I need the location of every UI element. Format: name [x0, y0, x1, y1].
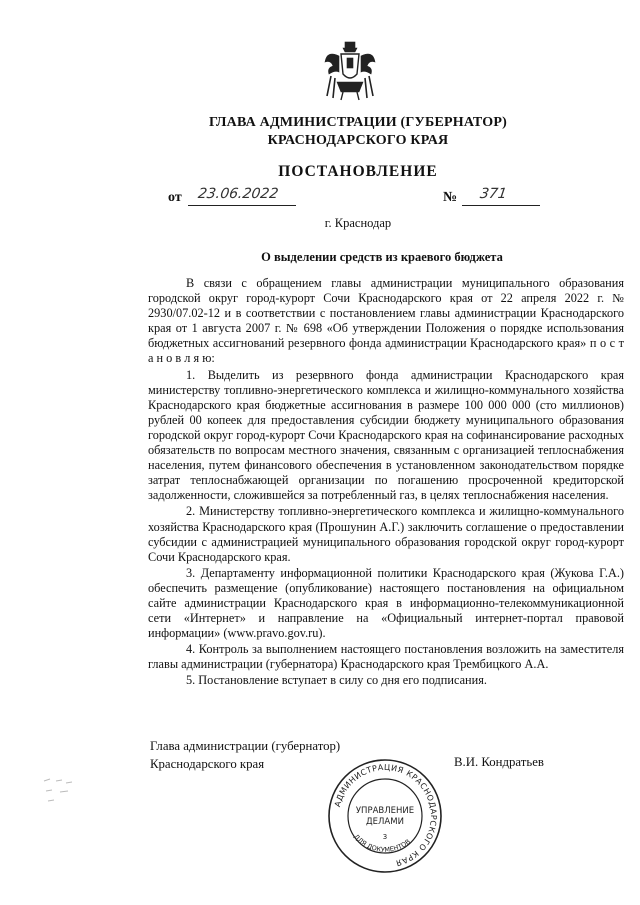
organization-title-line1: ГЛАВА АДМИНИСТРАЦИИ (ГУБЕРНАТОР) — [209, 115, 507, 130]
stamp-number: 3 — [382, 833, 388, 841]
signatory-name: В.И. Кондратьев — [454, 755, 544, 769]
signatory-title-line2: Краснодарского края — [150, 757, 265, 771]
paragraph-item-3: 3. Департаменту информационной политики Краснодарского края (Жукова Г.А.) обеспечить размещение (опубликование) настоящего постановления на официальном сайте администрации Краснодарского края в информационно-телекоммуникационной сети «Интернет» и направление на «Официальный интернет-портал правовой информации» (www.pravo.gov.ru). — [148, 565, 624, 641]
paragraph-item-1: 1. Выделить из резервного фонда администрации Краснодарского края министерству топливно-энергетического комплекса и жилищно-коммунального хозяйства Краснодарского края бюджетные ассигнования в размере 100 000 000 (сто миллионов) рублей 00 копеек для предоставления субсидии бюджету муниципального образования городской округ город-курорт Сочи Краснодарского края на софинансирование расходных обязательств по вопросам местного значения, связанным с организацией теплоснабжения населения, путем финансового обеспечения в установленном законодательством порядке затрат теплоснабжающей организации по погашению просроченной кредиторской задолженности, сложившейся за потребленный газ, в целях теплоснабжения населения. — [148, 367, 624, 503]
margin-mark — [40, 775, 78, 805]
paragraph-preamble: В связи с обращением главы администрации муниципального образования городской округ город-курорт Сочи Краснодарского края от 22 апреля 2022 г. № 2930/07.02-12 и в соответствии с постановлением главы администрации Краснодарского края от 1 августа 2007 г. № 698 «Об утверждении Положения о порядке использования бюджетных ассигнований резервного фонда администрации Краснодарского края» п о с т а н о в л я ю: — [148, 276, 624, 366]
coat-of-arms-emblem — [321, 40, 379, 102]
document-body — [148, 276, 624, 689]
date-value: 23.06.2022 — [196, 186, 280, 202]
stamp-bottom-text: ДЛЯ ДОКУМЕНТОВ — [352, 832, 412, 854]
paragraph-item-4: 4. Контроль за выполнением настоящего постановления возложить на заместителя главы администрации (губернатора) Краснодарского края Трембицкого А.А. — [148, 642, 624, 672]
number-label: № — [443, 190, 458, 205]
date-label: от — [168, 190, 182, 205]
signatory-title-line1: Глава администрации (губернатор) — [150, 739, 341, 753]
paragraph-item-5: 5. Постановление вступает в силу со дня его подписания. — [186, 673, 487, 688]
signatory-title — [150, 737, 340, 773]
document-subject: О выделении средств из краевого бюджета — [261, 250, 503, 264]
organization-title-line2: КРАСНОДАРСКОГО КРАЯ — [267, 133, 449, 148]
city-line: г. Краснодар — [324, 216, 392, 230]
document-type: ПОСТАНОВЛЕНИЕ — [278, 163, 438, 180]
stamp-ring-text: АДМИНИСТРАЦИЯ КРАСНОДАРСКОГО КРАЯ — [332, 762, 439, 868]
paragraph-item-2: 2. Министерству топливно-энергетического комплекса и жилищно-коммунального хозяйства Краснодарского края (Прошунин А.Г.) заключить соглашение о предоставлении субсидии с администрацией муниципального образования городской округ город-курорт Сочи Краснодарского края. — [148, 504, 624, 564]
number-value: 371 — [478, 186, 508, 202]
stamp-center-line1: УПРАВЛЕНИЕ — [355, 806, 415, 816]
date-underline — [188, 205, 296, 206]
number-underline — [462, 205, 540, 206]
official-seal-stamp — [326, 757, 444, 875]
stamp-center-line2: ДЕЛАМИ — [366, 817, 404, 827]
